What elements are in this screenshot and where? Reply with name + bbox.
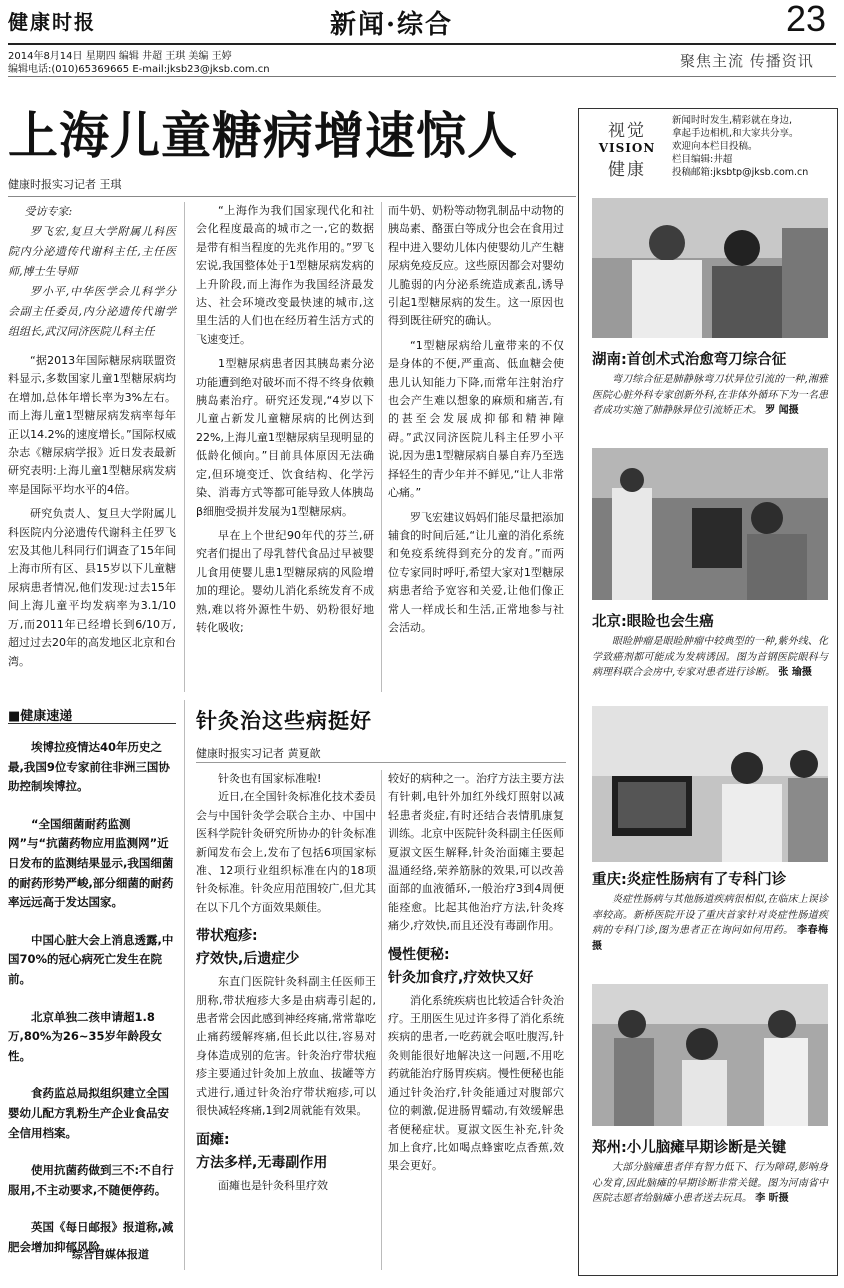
subheading [196, 950, 376, 969]
news-brief: “全国细菌耐药监测网”与“抗菌药物应用监测网”近日发布的监测结果显示,我国细菌的耐药形势严峻,部分细菌的耐药率远远高于发达国家。 [8, 816, 174, 910]
paragraph: 消化系统疾病也比较适合针灸治疗。王朋医生见过许多得了消化系统疾病的患者,一吃药就会呕吐腹泻,针灸则能很好地解决这一问题,不用吃药就能治疗肠胃疾病。慢性便秘也能通过针灸治疗,针灸能通过对腹部穴位的刺激,促进肠胃蠕动,有效缓解患者便秘症状。夏淑文医生补充,针灸加上食疗,比如喝点蜂蜜吃点香蕉,效果会更好。 [388, 993, 564, 1173]
expert-1: 罗飞宏,复旦大学附属儿科医院内分泌遗传代谢科主任,主任医师,博士生导师 [8, 225, 176, 278]
subheading [196, 1154, 376, 1173]
photo-beijing-caption [592, 634, 828, 681]
photo-chongqing-caption [592, 892, 828, 954]
health-express-credit: 综合自媒体报道 [72, 1248, 149, 1261]
expert-2: 罗小平,中华医学会儿科学分会副主任委员,内分泌遗传代谢学组组长,武汉同济医院儿科主任 [8, 285, 176, 338]
paragraph: “上海作为我们国家现代化和社会化程度最高的城市之一,它的数据是带有相当程度的先兆作用的。”罗飞宏说,我国整体处于1型糖尿病发病的上升阶段,而上海作为我国经济最发达、社会环境改变最快速的城市,这里生活的人们也在经历着生活方式的飞速变迁。 [196, 204, 374, 346]
subheading-text: 疗效快,后遗症少 [196, 951, 300, 968]
newspaper-logo: 健康时报 [8, 10, 96, 34]
news-brief: 使用抗菌药做到三不:不自行服用,不主动要求,不随便停药。 [8, 1163, 174, 1197]
column-divider [184, 700, 185, 1270]
paragraph: 1型糖尿病患者因其胰岛素分泌功能遭到绝对破坏而不得不终身依赖胰岛素治疗。研究还发现,“4岁以下儿童占新发儿童糖尿病的比例达到22%,上海儿童1型糖尿病呈现明显的低龄化倾向。”目前具体原因无法确定,但环境变迁、饮食结构、化学污染、消毒方式等都可能导致人体胰岛β细胞受损并发展为1型糖尿病。 [196, 357, 374, 518]
subheading-label [388, 946, 564, 965]
subheading-label [196, 927, 376, 946]
photo-chongqing-image [592, 706, 828, 862]
photo-zhengzhou-caption [592, 1160, 828, 1207]
photo-zhengzhou-image [592, 984, 828, 1126]
caption-text: 炎症性肠病与其他肠道疾病很相似,在临床上误诊率较高。新桥医院开设了重庆首家针对炎症性肠道疾病的专科门诊,图为患者正在询问如何用药。 [592, 894, 828, 936]
photo-credit: 张 瑜摄 [778, 667, 812, 678]
article-column-1 [8, 202, 176, 677]
byline: 健康时报实习记者 王琪 [8, 178, 122, 191]
paragraph: “据2013年国际糖尿病联盟资料显示,多数国家儿童1型糖尿病均在增加,总体年增长率为3%左右。而上海儿童1型糖尿病发病率每年正以14.2%的速度增长。”国际权威杂志《糖尿病学报》近日发表最新研究表明:上海儿童1型糖尿病发病率是国际平均水平的4倍。 [8, 354, 176, 496]
subheading-label [196, 1131, 376, 1150]
paragraph: “1型糖尿病给儿童带来的不仅是身体的不便,严重高、低血糖会使患儿认知能力下降,而常年注射治疗也会产生难以想象的麻烦和痛苦,有的甚至会发展成抑郁和精神障碍。”武汉同济医院儿科主任罗小平说,因为患1型糖尿病自暴自弃乃至选择轻生的青少年并不鲜见,“让人非常心痛。” [388, 338, 564, 500]
submission-email: 投稿邮箱:jksbtp@jksb.com.cn [672, 167, 809, 178]
photo-zhengzhou-title: 郑州:小儿脑瘫早期诊断是关键 [592, 1140, 787, 1156]
photo-hunan-title: 湖南:首创术式治愈弯刀综合征 [592, 352, 787, 368]
health-express-list [8, 738, 176, 1257]
paragraph: 早在上个世纪90年代的芬兰,研究者们提出了母乳替代食品过早被婴儿食用使婴儿患1型糖尿病的风险增加的理论。婴幼儿消化系统发育不成熟,难以将外源性牛奶、奶粉很好地转化吸收; [196, 528, 374, 634]
intro-line: 欢迎向本栏目投稿。 [672, 141, 758, 152]
news-brief: 埃博拉疫情达40年历史之最,我国9位专家前往非洲三国协助控制埃博拉。 [8, 740, 170, 794]
paragraph: 近日,在全国针灸标准化技术委员会与中国针灸学会联合主办、中国中医科学院针灸研究所协办的针灸标准新闻发布会上,发布了包括6项国家标准、12项行业组织标准在内的18项针灸标准。针灸应用范围较广,但尤其在以下几个方面效果颇佳。 [196, 790, 376, 914]
vision-column-title [594, 116, 660, 180]
paragraph: 研究负责人、复旦大学附属儿科医院内分泌遗传代谢科主任罗飞宏及其他儿科同行们调查了15年间上海市所有区、县15岁以下儿童糖尿病患者情况,他们发现:过去15年间上海儿童平均发病率为3.1/10万,而2011年已经增长到6/10万,超过过去20年的高发地区北京和台湾。 [8, 507, 176, 668]
caption-text: 眼睑肿瘤是眼睑肿瘤中较典型的一种,紫外线、化学致癌剂都可能成为发病诱因。图为首钢医院眼科与病理科联合会房中,专家对患者进行诊断。 [592, 636, 828, 678]
subheading-label-text: 慢性便秘: [388, 946, 450, 963]
subheading-label-text: 带状疱疹: [196, 928, 258, 945]
paragraph: 较好的病种之一。治疗方法主要方法有针刺,电针外加红外线灯照射以减轻患者炎症,有时还结合表情肌康复训练。北京中医院针灸科副主任医师夏淑文医生解释,针灸治面瘫主要起温通经络,荣养筋脉的效果,可以改善面部的血液循环,一般治疗3到4周便能痊愈。比起其他治疗方法,针灸疼痛少,疗效快,而且还没有毒副作用。 [388, 772, 564, 933]
acupuncture-rule [196, 762, 566, 763]
news-brief: 中国心脏大会上消息透露,中国70%的冠心病死亡发生在院前。 [8, 932, 174, 986]
acupuncture-byline: 健康时报实习记者 黄夏歆 [196, 747, 321, 760]
editor-contact: 编辑电话:(010)65369665 E-mail:jksb23@jksb.com.cn [8, 64, 270, 75]
headline-rule [8, 196, 576, 197]
column-divider [381, 770, 382, 1270]
column-editor: 栏目编辑:井超 [672, 154, 733, 165]
masthead-rule [8, 43, 836, 45]
paragraph: 而牛奶、奶粉等动物乳制品中动物的胰岛素、酪蛋白等成分也会在食用过程中进入婴幼儿体内使婴幼儿产生糖尿病免疫反应。这些原因都会对婴幼儿脆弱的内分泌系统造成紊乱,诱导引起1型糖尿病的发生。这一原因也得到既往研究的确认。 [388, 204, 564, 328]
health-express-title: ■健康速递 [8, 709, 73, 724]
photo-credit: 罗 闻摄 [765, 405, 799, 416]
news-brief: 英国《每日邮报》报道称,减肥会增加抑郁风险。 [8, 1220, 174, 1254]
photo-zhengzhou [592, 984, 828, 1126]
vision-title-en: VISION [598, 141, 656, 155]
vision-intro [672, 114, 832, 179]
article-column-3 [388, 202, 564, 643]
column-divider [381, 202, 382, 692]
slogan: 聚焦主流 传播资讯 [680, 52, 814, 70]
photo-hunan [592, 198, 828, 338]
caption-text: 弯刀综合征是肺静脉弯刀状异位引流的一种,湘雅医院心脏外科专家创新外科,在非体外循环下为一名患者成功实施了肺静脉异位引流矫正术。 [592, 374, 828, 416]
photo-beijing-image [592, 448, 828, 600]
intro-line: 新闻时时发生,精彩就在身边, [672, 115, 793, 126]
experts-label: 受访专家: [24, 205, 73, 218]
photo-chongqing [592, 706, 828, 862]
photo-credit: 李 昕摄 [755, 1193, 789, 1204]
paragraph: 针灸也有国家标准啦! [218, 772, 322, 785]
news-brief: 北京单独二孩申请超1.8万,80%为26~35岁年龄段女性。 [8, 1009, 163, 1063]
paragraph: 罗飞宏建议妈妈们能尽量把添加辅食的时间后延,“让儿童的消化系统和免疫系统得到充分的发育。”而两位专家同时呼吁,希望大家对1型糖尿病患者给予宽容和关爱,让他们像正常人一样成长和生活,正常地参与社会活动。 [388, 510, 564, 634]
masthead-rule-2 [8, 76, 836, 77]
intro-line: 拿起手边相机,和大家共分享。 [672, 128, 799, 139]
paragraph: 面瘫也是针灸科里疗效 [218, 1178, 328, 1192]
article-column-2 [196, 202, 374, 643]
subheading [388, 969, 564, 988]
acupuncture-headline: 针灸治这些病挺好 [196, 708, 372, 733]
photo-beijing-title: 北京:眼睑也会生癌 [592, 614, 714, 630]
column-divider [184, 202, 185, 692]
photo-hunan-image [592, 198, 828, 338]
subheading-text: 方法多样,无毒副作用 [196, 1154, 328, 1171]
subheading-text: 针灸加食疗,疗效快又好 [388, 969, 534, 986]
health-express-rule [8, 723, 176, 724]
photo-beijing [592, 448, 828, 600]
headline: 上海儿童糖病增速惊人 [8, 106, 518, 165]
photo-hunan-caption [592, 372, 828, 419]
paragraph: 东直门医院针灸科副主任医师王朋称,带状疱疹大多是由病毒引起的,患者常会因此感到神经疼痛,常常靠吃止痛药缓解疼痛,但长此以往,容易对身体造成别的危害。针灸治疗带状疱疹主要通过针灸加上放血、拔罐等方式进行,通过针灸治疗带状疱疹,可以很快减轻疼痛,1到2周就能有效果。 [196, 975, 376, 1118]
subheading-label-text: 面瘫: [196, 1131, 230, 1148]
photo-chongqing-title: 重庆:炎症性肠病有了专科门诊 [592, 872, 787, 888]
caption-text: 大部分脑瘫患者伴有智力低下、行为障碍,影响身心发育,因此脑瘫的早期诊断非常关键。图为河南省中医院志愿者给脑瘫小患者送去玩具。 [592, 1162, 828, 1204]
photo-credit: 李春梅摄 [592, 925, 829, 952]
section-title: 新闻·综合 [330, 10, 454, 40]
news-brief: 食药监总局拟组织建立全国婴幼儿配方乳粉生产企业食品安全信用档案。 [8, 1086, 169, 1140]
vision-title-bottom: 健康 [608, 160, 646, 180]
acupuncture-column-1 [196, 770, 376, 1201]
issue-meta: 2014年8月14日 星期四 编辑 井超 王琪 美编 王婷 [8, 51, 232, 62]
page-number: 23 [786, 0, 827, 39]
vision-title-top: 视觉 [608, 121, 646, 141]
acupuncture-column-2 [388, 770, 564, 1182]
